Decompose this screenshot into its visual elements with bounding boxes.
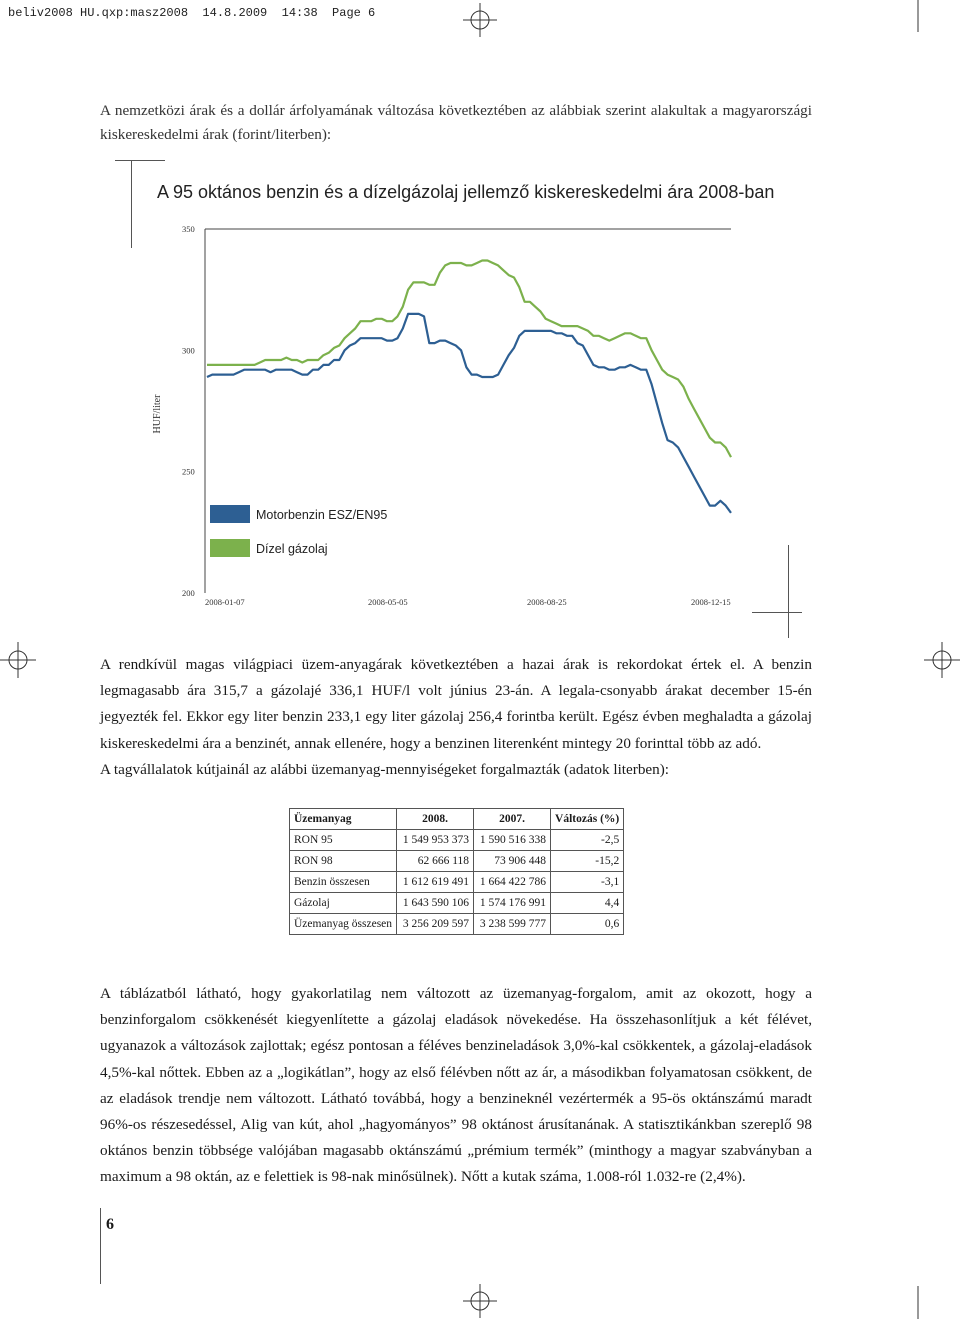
page-number: 6 xyxy=(106,1216,114,1233)
y-tick-label: 350 xyxy=(182,224,195,234)
cell-fuel: Üzemanyag összesen xyxy=(290,914,397,935)
cell-2007: 1 574 176 991 xyxy=(474,893,551,914)
cell-change: -3,1 xyxy=(551,872,624,893)
header-2008: 2008. xyxy=(397,809,474,830)
cell-2008: 1 549 953 373 xyxy=(397,830,474,851)
intro-paragraph: A nemzetközi árak és a dollár árfolyamának változása következtében az alábbiak szerint alakultak a magyarországi kiskereskedelmi árak (forint/literben): xyxy=(100,102,812,143)
x-tick-label: 2008-08-25 xyxy=(527,597,567,607)
cell-2007: 1 590 516 338 xyxy=(474,830,551,851)
cell-2008: 1 612 619 491 xyxy=(397,872,474,893)
series-line-benzin xyxy=(207,314,731,513)
cell-fuel: Gázolaj xyxy=(290,893,397,914)
table-row xyxy=(290,893,624,914)
price-line-chart xyxy=(0,0,960,640)
cell-change: -2,5 xyxy=(551,830,624,851)
registration-mark-bottom xyxy=(463,1284,497,1318)
cell-2008: 62 666 118 xyxy=(397,851,474,872)
cell-fuel: Benzin összesen xyxy=(290,872,397,893)
legend-label-diesel: Dízel gázolaj xyxy=(256,542,328,556)
cell-change: -15,2 xyxy=(551,851,624,872)
header-change: Változás (%) xyxy=(551,809,624,830)
table-row xyxy=(290,872,624,893)
table-row xyxy=(290,914,624,935)
header-fuel: Üzemanyag xyxy=(290,809,397,830)
cell-fuel: RON 98 xyxy=(290,851,397,872)
header-2007: 2007. xyxy=(474,809,551,830)
table-row xyxy=(290,851,624,872)
cell-change: 0,6 xyxy=(551,914,624,935)
legend-label-benzin: Motorbenzin ESZ/EN95 xyxy=(256,508,388,522)
y-tick-label: 300 xyxy=(182,345,195,356)
print-slug: beliv2008 HU.qxp:masz2008 14.8.2009 14:38 Page 6 xyxy=(8,6,376,20)
cell-2007: 73 906 448 xyxy=(474,851,551,872)
footer-rule-vertical xyxy=(100,1208,101,1284)
table-intro: A tagvállalatok kútjainál az alábbi üzemanyag-mennyiségeket forgalmazták (adatok literben): xyxy=(100,761,670,778)
body-paragraph: A rendkívül magas világpiaci üzem-anyagárak következtében a hazai árak is rekordokat értek el. A benzin legmagasabb ára 315,7 a gázolajé 336,1 HUF/l volt június 23-án. A legala-csonyabb árakat december 15-én jegyezték fel. Ekkor egy liter benzin 233,1 egy liter gázolaj 256,4 forintba került. Egész évben meghaladta a gázolaj kiskereskedelmi ára a benzinét, annak ellenére, hogy a benzinen literenként mintegy 20 forinttal több az adó. xyxy=(100,656,812,752)
y-axis-label: HUF/liter xyxy=(152,394,163,434)
crop-mark-bottom-right xyxy=(900,1280,960,1319)
y-tick-label: 200 xyxy=(182,588,195,598)
cell-2008: 3 256 209 597 xyxy=(397,914,474,935)
table-row xyxy=(290,830,624,851)
cell-change: 4,4 xyxy=(551,893,624,914)
closing-paragraph: A táblázatból látható, hogy gyakorlatilag nem változott az üzemanyag-forgalom, amit az okozott, hogy a benzinforgalom csökkenését kiegyenlítette a gázolaj eladások növekedése. Ha összehasonlítjuk a két félévet, ugyanazok a változások zajlottak; egész pontosan a féléves benzineladások 3,0%-kal csökkentek, a gázolaj-eladások 4,5%-kal nőttek. Ebben az a „logikátlan”, hogy az első félévben nőtt az ár, a másodikban folyamatosan csökkent, de az eladások trendje nem változott. Látható továbbá, hogy a benzineknél vezértermék a 95-ös oktánszámú maradt 96%-os részesedéssel, Alig van kút, ahol „hagyományos” 98 oktánost árusítanának. A statisztikánkban szereplő 98 oktános benzin többsége valójában magasabb oktánszámú „prémium termék” (minthogy a magyar szabványban a maximum a 98 oktán, az e felettiek is 98-nak minősülnek). Nőtt a kutak száma, 1.008-ról 1.032-re (2,4%). xyxy=(100,985,812,1186)
cell-2007: 3 238 599 777 xyxy=(474,914,551,935)
x-tick-label: 2008-12-15 xyxy=(691,597,731,607)
legend-swatch-diesel xyxy=(210,539,250,557)
fuel-volume-table-wrapper xyxy=(289,808,624,935)
legend-swatch-benzin xyxy=(210,505,250,523)
series-line-diesel xyxy=(207,261,731,458)
x-tick-label: 2008-01-07 xyxy=(205,597,245,607)
cell-2008: 1 643 590 106 xyxy=(397,893,474,914)
table-header-row xyxy=(290,809,624,830)
fuel-volume-table xyxy=(289,808,624,935)
y-tick-label: 250 xyxy=(182,466,195,477)
cell-fuel: RON 95 xyxy=(290,830,397,851)
chart-title: A 95 oktános benzin és a dízelgázolaj jellemző kiskereskedelmi ára 2008-ban xyxy=(157,182,775,202)
registration-mark-left xyxy=(0,642,36,678)
x-tick-label: 2008-05-05 xyxy=(368,597,408,607)
cell-2007: 1 664 422 786 xyxy=(474,872,551,893)
registration-mark-right xyxy=(924,642,960,678)
